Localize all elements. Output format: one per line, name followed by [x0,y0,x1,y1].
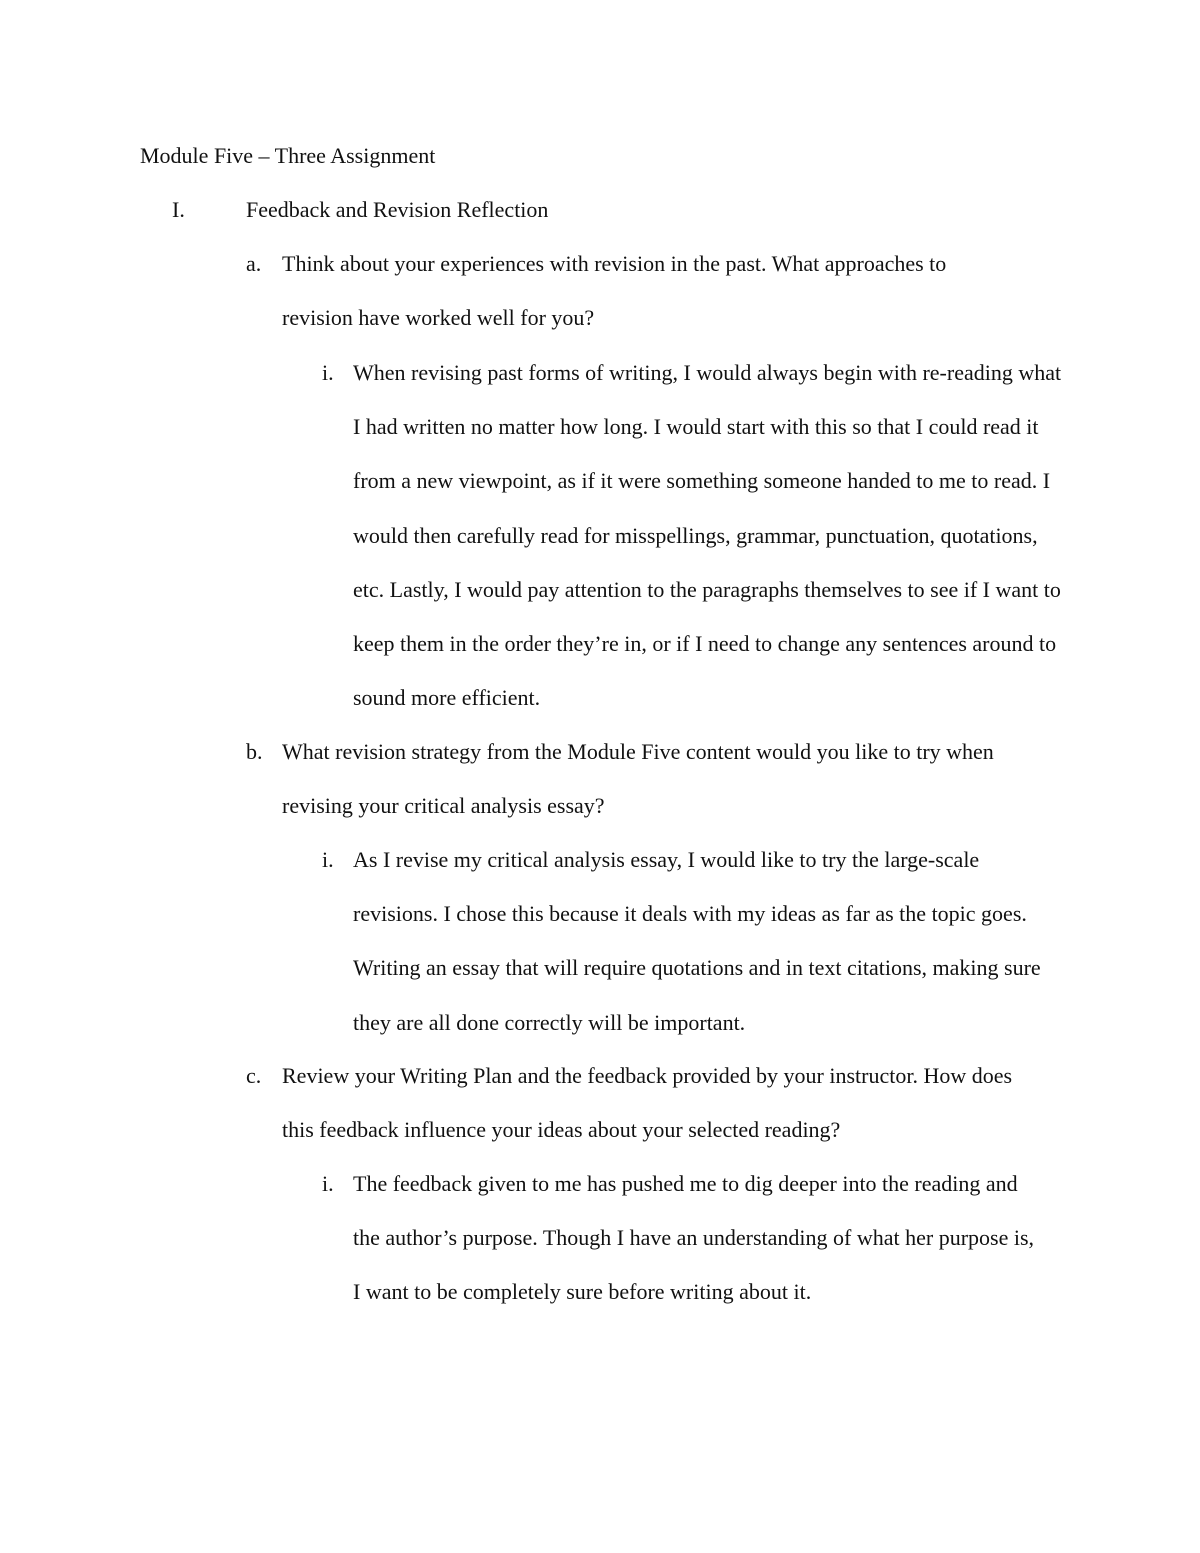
question-b-text: What revision strategy from the Module Five content would you like to try when revising your critical analysis essay? [282,739,994,819]
question-marker-c: c. [246,1063,262,1088]
question-c-text: Review your Writing Plan and the feedback provided by your instructor. How does this feedback influence your ideas about your selected reading? [282,1063,1013,1143]
section-heading: Feedback and Revision Reflection [246,197,549,222]
question-marker-a: a. [246,251,262,276]
answer-b-text: As I revise my critical analysis essay, I would like to try the large-scale revisions. I chose this because it deals with my ideas as far as the topic goes. Writing an essay that will require quotations and in text citations, making sure they are all done correctly will be important. [353,847,1041,1035]
document-title: Module Five – Three Assignment [140,143,436,168]
answer-marker-a: i. [322,360,334,385]
answer-marker-b: i. [322,847,334,872]
answer-a-text: When revising past forms of writing, I would always begin with re-reading what I had written no matter how long. I would start with this so that I could read it from a new viewpoint, as if it were something someone handed to me to read. I would then carefully read for misspellings, grammar, punctuation, quotations, etc. Lastly, I would pay attention to the paragraphs themselves to see if I want to keep them in the order they’re in, or if I need to change any sentences around to sound more efficient. [353,360,1062,711]
answer-marker-c: i. [322,1171,334,1196]
question-marker-b: b. [246,739,263,764]
section-marker: I. [172,197,185,222]
answer-c-text: The feedback given to me has pushed me to dig deeper into the reading and the author’s purpose. Though I have an understanding of what her purpose is, I want to be completely sure before writing about it. [353,1171,1035,1305]
question-a-text: Think about your experiences with revision in the past. What approaches to revision have worked well for you? [282,251,947,331]
